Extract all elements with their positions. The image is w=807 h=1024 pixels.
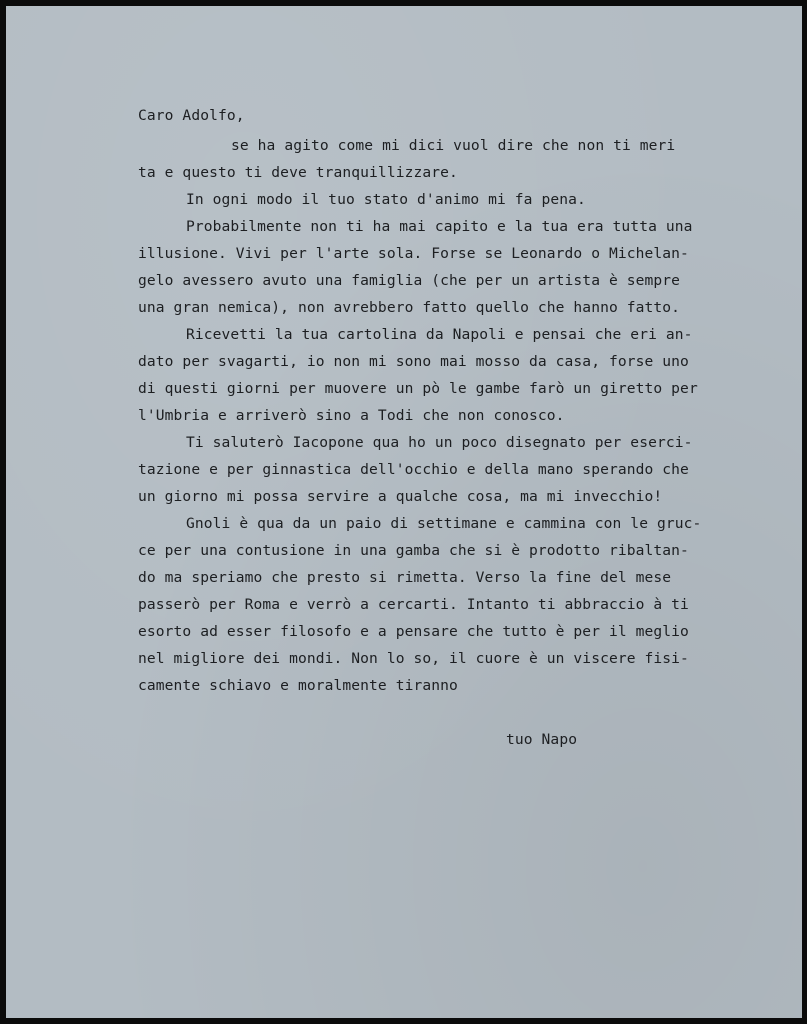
letter-line: se ha agito come mi dici vuol dire che non ti meri <box>231 137 676 154</box>
letter-line: tazione e per ginnastica dell'occhio e della mano sperando che <box>138 461 689 478</box>
letter-line: Gnoli è qua da un paio di settimane e cammina con le gruc- <box>186 515 702 532</box>
letter-page <box>6 6 802 1018</box>
letter-line: Ti saluterò Iacopone qua ho un poco disegnato per eserci- <box>186 434 693 451</box>
letter-line: esorto ad esser filosofo e a pensare che tutto è per il meglio <box>138 623 689 640</box>
letter-line: do ma speriamo che presto si rimetta. Verso la fine del mese <box>138 569 672 586</box>
greeting: Caro Adolfo, <box>138 107 245 124</box>
letter-line: camente schiavo e moralmente tiranno <box>138 677 458 694</box>
letter-line: di questi giorni per muovere un pò le gambe farò un giretto per <box>138 380 698 397</box>
letter-line: passerò per Roma e verrò a cercarti. Intanto ti abbraccio à ti <box>138 596 689 613</box>
letter-line: ta e questo ti deve tranquillizzare. <box>138 164 458 181</box>
letter-line: gelo avessero avuto una famiglia (che per un artista è sempre <box>138 272 681 289</box>
letter-line: un giorno mi possa servire a qualche cosa, ma mi invecchio! <box>138 488 663 505</box>
signature: tuo Napo <box>506 731 578 748</box>
letter-line: Ricevetti la tua cartolina da Napoli e pensai che eri an- <box>186 326 693 343</box>
letter-line: una gran nemica), non avrebbero fatto quello che hanno fatto. <box>138 299 681 316</box>
letter-line: l'Umbria e arriverò sino a Todi che non conosco. <box>138 407 565 424</box>
letter-line: dato per svagarti, io non mi sono mai mosso da casa, forse uno <box>138 353 689 370</box>
letter-line: nel migliore dei mondi. Non lo so, il cuore è un viscere fisi- <box>138 650 689 667</box>
letter-line: Probabilmente non ti ha mai capito e la tua era tutta una <box>186 218 693 235</box>
letter-line: In ogni modo il tuo stato d'animo mi fa pena. <box>186 191 586 208</box>
letter-line: ce per una contusione in una gamba che si è prodotto ribaltan- <box>138 542 689 559</box>
letter-line: illusione. Vivi per l'arte sola. Forse se Leonardo o Michelan- <box>138 245 689 262</box>
